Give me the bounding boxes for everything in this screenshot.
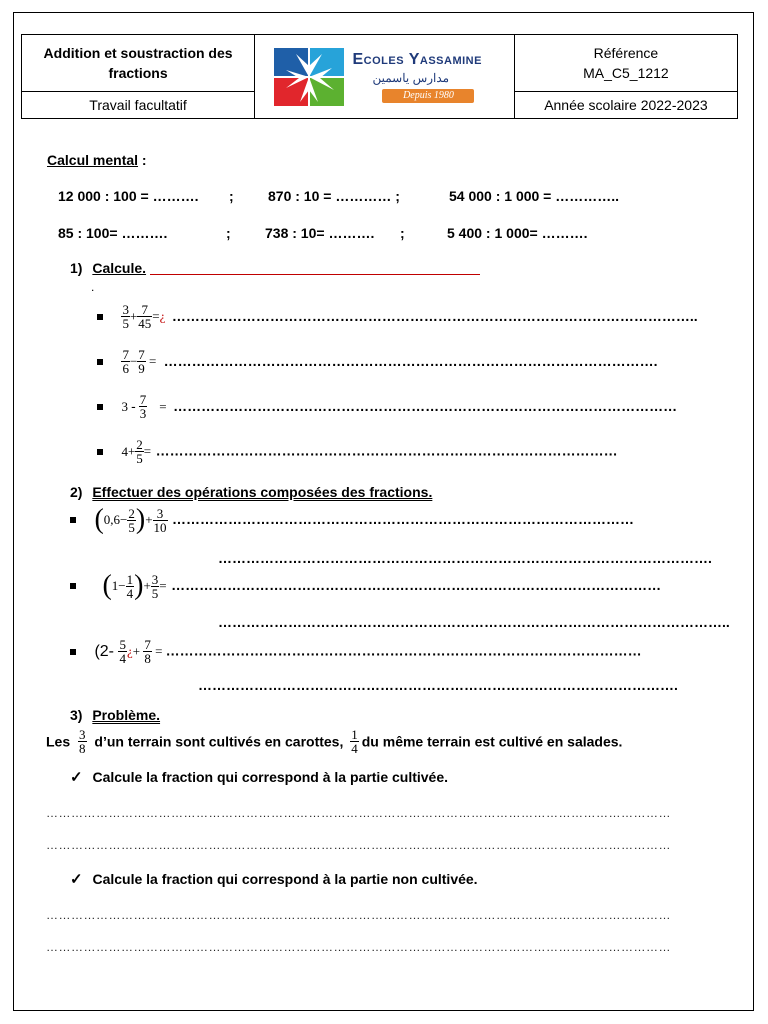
mental-row-2-sep2: ; (400, 225, 405, 241)
section-1-heading (70, 260, 146, 276)
answer-line: …………………………………………………………………………………………………………………………………… (46, 806, 671, 820)
fraction: $\frac{1}{4}$ (126, 571, 134, 601)
mental-row-1-a: 12 000 : 100 = ………. (58, 188, 199, 204)
answer-dots-line-2: …………………………………………………………………………………………. (198, 677, 678, 693)
bullet-icon (97, 449, 103, 455)
error-mark: ¿ (159, 308, 166, 324)
school-logo (274, 45, 494, 109)
checkmark-icon: ✓ (70, 871, 83, 888)
worksheet-subtitle: Travail facultatif (89, 97, 187, 113)
section-3-title: Problème. (92, 707, 161, 723)
answer-dots: ……………………………………………………………………………………………… (173, 397, 678, 414)
bullet-icon (97, 314, 103, 320)
mental-row-2-b: 738 : 10= ………. (265, 225, 375, 241)
compound-item-3: (2- $\frac{5}{4}$ ¿+ $\frac{7}{8}$ = ………………………………………………………………………………………… (70, 638, 642, 665)
mental-row-2-a: 85 : 100= ………. (58, 225, 168, 241)
bullet-icon (70, 583, 76, 589)
bullet-icon (97, 359, 103, 365)
calc-item-4: 4+ $\frac{2}{5}$ = ……………………………………………………………………………………… (97, 438, 618, 465)
mental-title: Calcul mental (47, 152, 139, 168)
answer-dots: ……………………………………………………………………………………………. (163, 352, 658, 369)
question-2 (70, 870, 478, 888)
school-name: Ecoles Yassamine (352, 50, 482, 68)
fraction: $\frac{3}{5}$ (122, 302, 129, 331)
answer-line: …………………………………………………………………………………………………………………………………… (46, 838, 671, 852)
answer-dots: ……………………………………………………………………………………… (155, 442, 618, 459)
logo-emblem-icon (274, 48, 344, 106)
school-year: Année scolaire 2022-2023 (544, 97, 708, 113)
subtitle-cell (22, 92, 255, 119)
year-cell (514, 92, 737, 119)
question-1 (70, 768, 448, 786)
fraction: $\frac{1}{4}$ (351, 727, 358, 756)
fraction: $\frac{7}{8}$ (144, 637, 151, 666)
header-table (21, 34, 738, 119)
section-2-title: Effectuer des opérations composées des fractions. (92, 484, 433, 500)
fraction: $\frac{7}{6}$ (122, 347, 129, 376)
answer-line: …………………………………………………………………………………………………………………………………… (46, 940, 671, 954)
answer-dots: ……………………………………………………………………………………… (172, 511, 634, 528)
calc-item-1: $\frac{3}{5}$ + $\frac{7}{45}$ =¿ ………………………………………………………………………………………………….. (97, 303, 698, 330)
section-1-dot: . (91, 280, 95, 294)
answer-dots-line-2: ……………………………………………………………………………………………. (218, 550, 712, 566)
fraction: $\frac{7}{9}$ (138, 347, 145, 376)
section-2-number: 2) (70, 484, 83, 500)
mental-row-1-b: 870 : 10 = ………… ; (268, 188, 400, 204)
fraction: $\frac{2}{5}$ (128, 505, 135, 535)
calc-item-2: $\frac{7}{6}$ − $\frac{7}{9}$ = ……………………………………………………………………………………………. (97, 348, 658, 375)
mental-row-2-c: 5 400 : 1 000= ………. (447, 225, 588, 241)
mental-heading (47, 152, 147, 168)
worksheet-title: Addition et soustraction des fractions (43, 45, 233, 81)
mental-row-1-sep: ; (229, 188, 234, 204)
answer-dots: ………………………………………………………………………………………………….. (171, 307, 698, 324)
fraction: $\frac{3}{5}$ (151, 571, 159, 601)
mental-row-2-sep1: ; (226, 225, 231, 241)
reference-cell (514, 35, 737, 92)
school-name-arabic: مدارس ياسمين (372, 70, 450, 85)
calc-item-3: 3 - $\frac{7}{3}$ = ……………………………………………………………………………………………… (97, 393, 677, 420)
fraction: $\frac{3}{8}$ (79, 727, 86, 756)
fraction: $\frac{7}{3}$ (139, 392, 147, 421)
answer-dots: ………………………………………………………………………………………… (165, 642, 642, 659)
title-cell (22, 35, 255, 92)
since-text: Depuis 1980 (403, 89, 454, 101)
fraction: $\frac{2}{5}$ (136, 437, 143, 466)
section-1-title: Calcule. (92, 260, 147, 276)
error-mark: ¿ (126, 643, 133, 659)
answer-dots-line-2: ……………………………………………………………………………………………….. (218, 614, 730, 630)
logo-cell (255, 35, 515, 119)
reference-label: Référence (593, 45, 659, 61)
section-3-heading (70, 707, 160, 723)
section-1-number: 1) (70, 260, 83, 276)
bullet-icon (70, 649, 76, 655)
problem-statement: Les $\frac{3}{8}$ d’un terrain sont cultivés en carottes, $\frac{1}{4}$ du même terrain est cultivé en salades. (46, 727, 623, 756)
reference-code: MA_C5_1212 (583, 65, 669, 81)
compound-item-1: (0,6− $\frac{2}{5}$ )+ $\frac{3}{10}$ ……………………………………………………………………………………… (70, 506, 634, 534)
bullet-icon (97, 404, 103, 410)
answer-line: …………………………………………………………………………………………………………………………………… (46, 908, 671, 922)
question-1-text: Calcule la fraction qui correspond à la partie cultivée. (92, 769, 449, 785)
fraction: $\frac{7}{45}$ (138, 302, 152, 331)
mental-colon: : (138, 152, 147, 168)
fraction: $\frac{3}{10}$ (153, 505, 167, 535)
question-2-text: Calcule la fraction qui correspond à la partie non cultivée. (92, 871, 478, 887)
since-banner (382, 89, 474, 103)
compound-item-2: (1− $\frac{1}{4}$ )+ $\frac{3}{5}$ = …………………………………………………………………………………………… (70, 572, 661, 600)
bullet-icon (70, 517, 76, 523)
checkmark-icon: ✓ (70, 769, 83, 786)
fraction: $\frac{5}{4}$ (119, 637, 126, 666)
section-2-heading (70, 484, 432, 500)
mental-row-1-c: 54 000 : 1 000 = ………….. (449, 188, 620, 204)
section-1-red-underline (150, 274, 480, 275)
answer-dots: …………………………………………………………………………………………… (171, 577, 662, 594)
section-3-number: 3) (70, 707, 83, 723)
